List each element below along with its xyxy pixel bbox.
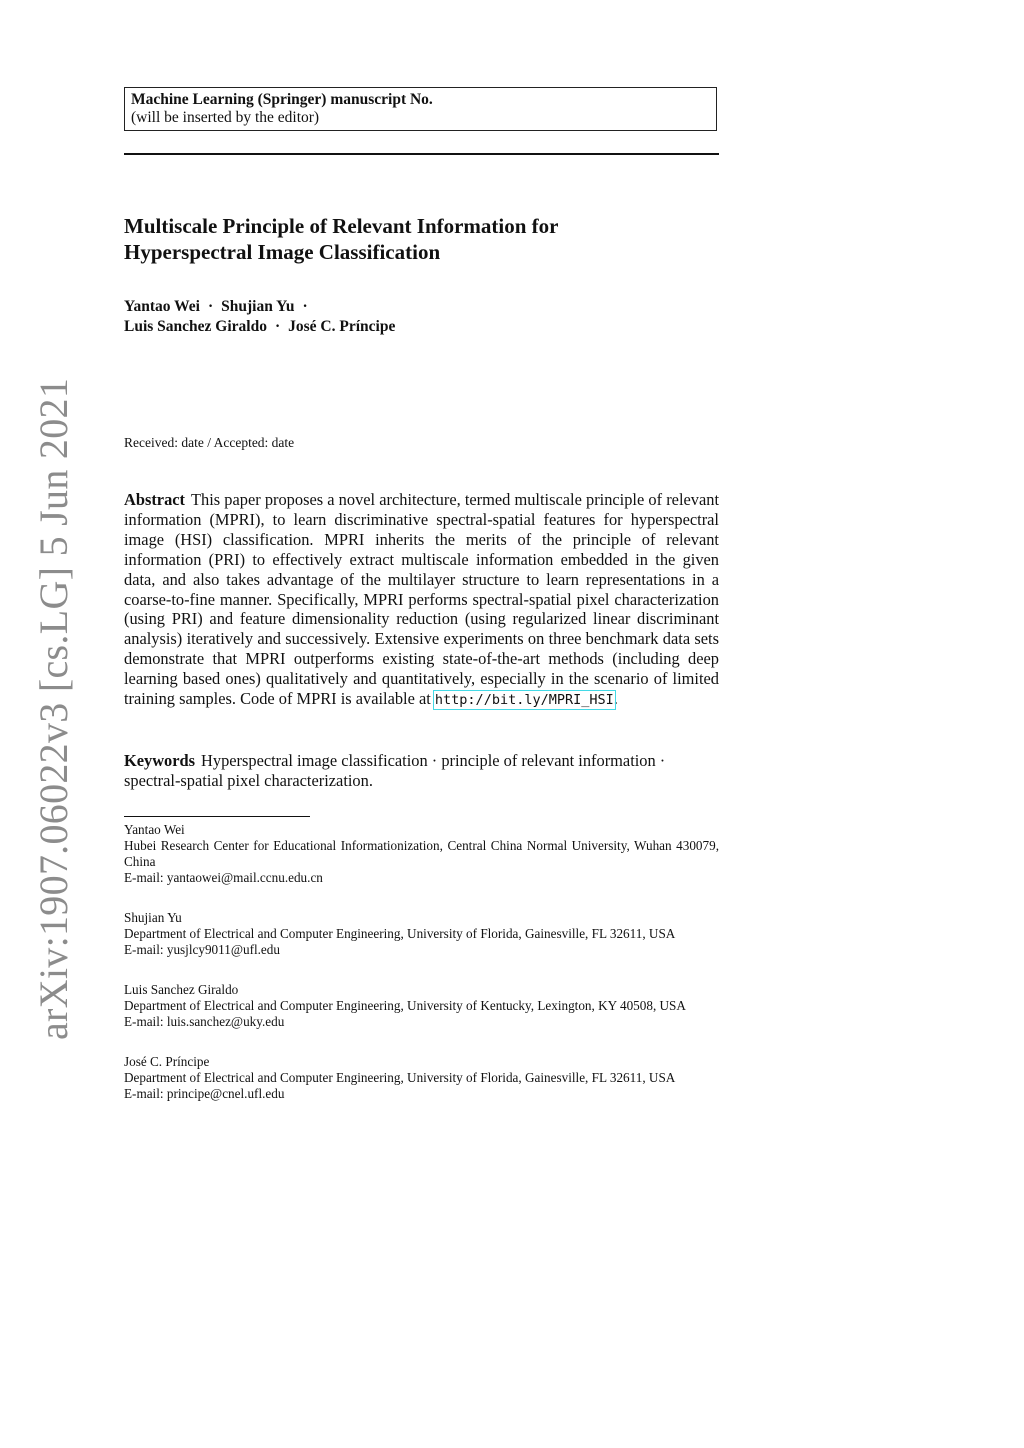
author-name: Shujian Yu <box>221 298 295 315</box>
affiliation-dept: Department of Electrical and Computer Engineering, University of Florida, Gainesville, FL 32611, USA <box>124 926 676 941</box>
author-separator: · <box>274 318 281 335</box>
journal-name: Machine Learning (Springer) manuscript No. <box>131 91 433 108</box>
affiliation-name: José C. Príncipe <box>124 1054 210 1069</box>
affiliation-block <box>124 1054 719 1102</box>
abstract-text: This paper proposes a novel architecture, termed multiscale principle of relevant information (MPRI), to learn discriminative spectral-spatial features for hyperspectral image (HSI) classification. MPRI inherits the merits of the principle of relevant information (PRI) to effectively extract multiscale information embedded in the given data, and also takes advantage of the multilayer structure to learn representations in a coarse-to-fine manner. Specifically, MPRI performs spectral-spatial pixel characterization (using PRI) and feature dimensionality reduction (using regularized linear discriminant analysis) iteratively and successively. Extensive experiments on three benchmark data sets demonstrate that MPRI outperforms existing state-of-the-art methods (including deep learning based ones) qualitatively and quantitatively, especially in the scenario of limited training samples. Code of MPRI is available at <box>124 490 719 709</box>
footnote-rule <box>124 816 310 817</box>
affiliation-dept: Department of Electrical and Computer Engineering, University of Kentucky, Lexington, KY 40508, USA <box>124 998 686 1013</box>
affiliation-email: E-mail: yusjlcy9011@ufl.edu <box>124 942 280 957</box>
abstract-end: . <box>613 689 618 709</box>
keywords-label: Keywords <box>124 751 196 770</box>
affiliation-block <box>124 982 719 1030</box>
author-separator: · <box>302 298 308 315</box>
title-line-2: Hyperspectral Image Classification <box>124 240 441 264</box>
abstract <box>124 490 719 711</box>
affiliation-name: Yantao Wei <box>124 822 185 837</box>
keywords-text: Hyperspectral image classification · principle of relevant information · spectral-spatial pixel characterization. <box>124 751 666 790</box>
author-name: José C. Príncipe <box>288 318 396 335</box>
author-separator: · <box>207 298 214 315</box>
received-date: Received: date / Accepted: date <box>124 435 295 450</box>
author-list <box>124 297 724 337</box>
keywords <box>124 751 719 791</box>
affiliation-email: E-mail: luis.sanchez@uky.edu <box>124 1014 285 1029</box>
abstract-label: Abstract <box>124 490 185 509</box>
author-name: Yantao Wei <box>124 298 200 315</box>
affiliation-dept: Department of Electrical and Computer Engineering, University of Florida, Gainesville, FL 32611, USA <box>124 1070 676 1085</box>
affiliation-name: Shujian Yu <box>124 910 182 925</box>
header-rule <box>124 153 719 155</box>
affiliation-dept: Hubei Research Center for Educational Informationization, Central China Normal University, Wuhan 430079, China <box>124 838 719 869</box>
affiliation-email: E-mail: yantaowei@mail.ccnu.edu.cn <box>124 870 323 885</box>
affiliation-block <box>124 910 719 958</box>
editor-note: (will be inserted by the editor) <box>131 109 320 126</box>
affiliation-block <box>124 822 719 886</box>
affiliation-email: E-mail: principe@cnel.ufl.edu <box>124 1086 285 1101</box>
title-line-1: Multiscale Principle of Relevant Information for <box>124 214 559 238</box>
author-name: Luis Sanchez Giraldo <box>124 318 267 335</box>
arxiv-stamp: arXiv:1907.06022v3 [cs.LG] 5 Jun 2021 <box>31 377 76 1040</box>
journal-header-box <box>124 87 717 131</box>
code-link[interactable]: http://bit.ly/MPRI_HSI <box>434 692 614 709</box>
affiliation-name: Luis Sanchez Giraldo <box>124 982 239 997</box>
paper-title <box>124 213 724 265</box>
